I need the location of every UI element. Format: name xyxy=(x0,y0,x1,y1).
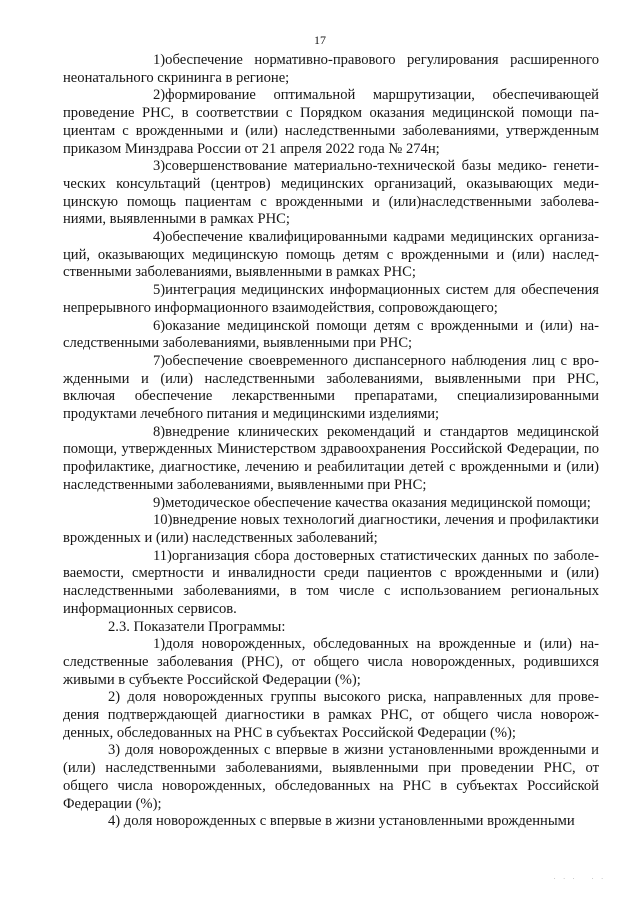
indicator-item xyxy=(63,813,599,831)
list-item-number: 8) xyxy=(153,423,166,440)
list-item xyxy=(63,495,599,513)
list-item xyxy=(63,282,599,317)
list-item-text: внедрение клинических рекомендаций и стандартов медицинской помощи, утвержденных Министерством здравоохранения Российской Федерации, по профилактике, диагностике, лечению и реабилитации детей с врожденными и (или) наследственными заболеваниями, выявленными при РНС; xyxy=(63,423,599,493)
list-item-number: 11) xyxy=(153,547,172,564)
list-item-number: 6) xyxy=(153,317,166,334)
list-item-number: 3) xyxy=(153,158,166,175)
list-item xyxy=(63,512,599,547)
list-item-text: методическое обеспечение качества оказания медицинской помощи; xyxy=(165,494,591,511)
list-item-text: организация сбора достоверных статистических данных по заболеваемости, смертности и инвалидности среди пациентов с врожденными и (или) наследственными заболеваниями, в том числе с использованием региональных информационных сервисов. xyxy=(63,547,599,617)
list-item-text: интеграция медицинских информационных систем для обеспечения непрерывного информационного взаимодействия, сопровождающего; xyxy=(63,282,599,316)
list-item xyxy=(63,87,599,158)
document-body xyxy=(63,52,599,831)
indicator-text: 4) доля новорожденных с впервые в жизни установленными врожденными xyxy=(108,813,575,830)
list-item-text: обеспечение квалифицированными кадрами медицинских организаций, оказывающих медицинскую помощь детям с врожденными и (или) наследственными заболеваниями, выявленными в рамках РНС; xyxy=(63,229,599,281)
indicator-text: 2) доля новорожденных группы высокого риска, направленных для проведения подтверждающей диагностики в рамках РНС, от общего числа новорожденных, обследованных на РНС в субъектах Российской Федерации (%); xyxy=(63,689,599,741)
scan-margin-mark: . . . . . xyxy=(553,873,606,881)
list-item-number: 7) xyxy=(153,352,166,369)
list-item xyxy=(63,158,599,229)
list-item xyxy=(63,318,599,353)
indicator-item xyxy=(63,636,599,689)
indicator-number: 1) xyxy=(153,636,166,653)
list-item-text: оказание медицинской помощи детям с врожденными и (или) наследственными заболеваниями, выявленными при РНС; xyxy=(63,317,599,352)
list-item-number: 4) xyxy=(153,229,166,246)
indicator-text: доля новорожденных, обследованных на врожденные и (или) наследственные заболевания (РНС), от общего числа новорожденных, родившихся живыми в субъекте Российской Федерации (%); xyxy=(63,636,599,688)
list-item-text: формирование оптимальной маршрутизации, обеспечивающей проведение РНС, в соответствии с Порядком оказания медицинской помощи пациентам с врожденными и (или) наследственными заболеваниями, утвержденным приказом Минздрава России от 21 апреля 2022 года № 274н; xyxy=(63,87,599,157)
list-item-number: 10) xyxy=(153,512,173,529)
list-item xyxy=(63,548,599,619)
list-item xyxy=(63,424,599,495)
page-number: 17 xyxy=(314,33,326,47)
list-item-text: обеспечение своевременного диспансерного наблюдения лиц с врожденными и (или) наследственными заболеваниями, выявленными при РНС, включая обеспечение лекарственными препаратами, специализированными продуктами лечебного питания и медицинскими изделиями; xyxy=(63,352,599,423)
list-item-number: 1) xyxy=(153,52,166,68)
section-heading: 2.3. Показатели Программы: xyxy=(108,618,286,635)
list-item-number: 5) xyxy=(153,282,166,299)
list-item-text: совершенствование материально-технической базы медико- генетических консультаций (центров) медицинских организаций, оказывающих медицинскую помощь пациентам с врожденными и (или)наследственными заболеваниями, выявленными в рамках РНС; xyxy=(63,158,599,228)
list-item-text: внедрение новых технологий диагностики, лечения и профилактики врожденных и (или) наследственных заболеваний; xyxy=(63,512,599,546)
list-item xyxy=(63,52,599,87)
list-item xyxy=(63,229,599,282)
indicator-item xyxy=(63,689,599,742)
list-item xyxy=(63,353,599,424)
list-item-number: 2) xyxy=(153,87,166,104)
indicator-text: 3) доля новорожденных с впервые в жизни установленными врожденными и (или) наследственными заболеваниями, выявленными при проведении РНС, от общего числа новорожденных, обследованных на РНС в субъектах Российской Федерации (%); xyxy=(63,742,599,812)
indicator-item xyxy=(63,742,599,813)
list-item-number: 9) xyxy=(153,494,166,511)
list-item-text: обеспечение нормативно-правового регулирования расширенного неонатального скрининга в регионе; xyxy=(63,52,599,86)
